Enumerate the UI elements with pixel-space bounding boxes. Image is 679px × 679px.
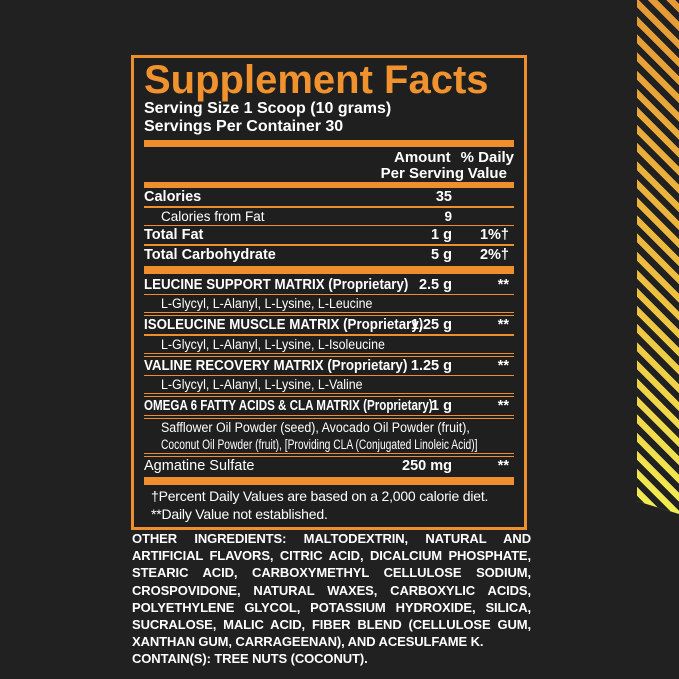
supplement-facts-panel xyxy=(131,55,527,530)
nutrient-daily-value: 1%† xyxy=(479,227,509,243)
nutrient-amount: 2.5 g xyxy=(418,276,452,293)
table-row-isoleucine-matrix xyxy=(144,316,514,334)
nutrient-name: Agmatine Sulfate xyxy=(144,458,255,474)
nutrient-name: Total Fat xyxy=(144,227,204,243)
nutrient-daily-value: ** xyxy=(497,357,509,374)
nutrient-name: LEUCINE SUPPORT MATRIX (Proprietary) xyxy=(144,276,409,293)
nutrient-name: Total Carbohydrate xyxy=(144,246,276,263)
sub-ingredients: L-Glycyl, L-Alanyl, L-Lysine, L-Valine xyxy=(161,377,363,392)
servings-per-container: Servings Per Container 30 xyxy=(144,118,344,135)
amount-column-header: Amount Per Serving xyxy=(380,149,464,182)
table-row-valine-ingredients xyxy=(144,376,514,393)
table-row-leucine-matrix xyxy=(144,276,514,294)
hazard-stripes-decoration xyxy=(637,0,679,514)
nutrient-daily-value: ** xyxy=(497,317,509,333)
panel-title: Supplement Facts xyxy=(144,58,489,102)
nutrient-amount: 250 mg xyxy=(402,458,452,474)
divider-bar xyxy=(144,266,514,274)
nutrient-amount: 35 xyxy=(435,189,452,205)
serving-size: Serving Size 1 Scoop (10 grams) xyxy=(144,100,392,117)
nutrient-name: VALINE RECOVERY MATRIX (Proprietary) xyxy=(144,357,408,374)
sub-ingredients-line2: Coconut Oil Powder (fruit), [Providing CLA (Conjugated Linoleic Acid)] xyxy=(161,437,478,452)
footnote-daily-values: †Percent Daily Values are based on a 2,000 calorie diet. xyxy=(151,488,489,504)
table-row-agmatine-sulfate xyxy=(144,457,514,475)
other-ingredients-label: OTHER INGREDIENTS: xyxy=(132,531,287,546)
nutrient-amount: 9 xyxy=(444,208,452,224)
sub-ingredients-line1: Safflower Oil Powder (seed), Avocado Oil Powder (fruit), xyxy=(161,420,470,435)
table-row-isoleucine-ingredients xyxy=(144,336,514,353)
daily-value-column-header: % Daily Value xyxy=(460,149,514,182)
table-row-total-fat xyxy=(144,226,514,244)
sub-ingredients: L-Glycyl, L-Alanyl, L-Lysine, L-Leucine xyxy=(161,296,373,311)
table-row-valine-matrix xyxy=(144,357,514,375)
footnote-dv-not-established: **Daily Value not established. xyxy=(151,505,328,522)
nutrient-daily-value: ** xyxy=(497,398,509,414)
nutrient-name: OMEGA 6 FATTY ACIDS & CLA MATRIX (Proprietary) xyxy=(144,398,433,414)
nutrient-amount: 5 g xyxy=(431,246,452,263)
table-row-omega-ingredients xyxy=(144,419,514,453)
nutrient-daily-value: 2%† xyxy=(479,246,509,263)
footnotes xyxy=(144,488,514,523)
other-ingredients-text: MALTODEXTRIN, NATURAL AND ARTIFICIAL FLAVORS, CITRIC ACID, DICALCIUM PHOSPHATE, STEARIC ACID, CARBOXYMETHYL CELLULOSE SODIUM, CROSPOVIDONE, NATURAL WAXES, CARBOXYLIC ACIDS, POLYETHYLENE GLYCOL, POTASSIUM HYDROXIDE, SILICA, SUCRALOSE, MALIC ACID, FIBER BLEND (CELLULOSE GUM, XANTHAN GUM, CARRAGEENAN), AND ACESULFAME K. xyxy=(132,531,532,650)
divider-bar xyxy=(144,140,514,147)
nutrient-amount: 1.25 g xyxy=(410,357,452,374)
table-row-calories xyxy=(144,188,514,206)
nutrient-amount: 1.25 g xyxy=(410,317,452,333)
nutrient-name: ISOLEUCINE MUSCLE MATRIX (Proprietary) xyxy=(144,317,424,333)
contains-label: CONTAIN(S): xyxy=(132,651,211,667)
other-ingredients-paragraph xyxy=(132,530,531,650)
column-headers xyxy=(144,150,514,181)
table-row-omega-cla-matrix xyxy=(144,397,514,415)
contains-paragraph xyxy=(132,650,531,667)
nutrient-daily-value: ** xyxy=(497,276,509,293)
nutrient-amount: 1 g xyxy=(431,227,452,243)
nutrient-daily-value: ** xyxy=(497,458,509,474)
other-ingredients-section xyxy=(132,530,531,668)
sub-ingredients: L-Glycyl, L-Alanyl, L-Lysine, L-Isoleucine xyxy=(161,336,385,352)
divider-bar xyxy=(144,477,514,485)
table-row-calories-from-fat xyxy=(144,208,514,225)
table-row-total-carbohydrate xyxy=(144,246,514,264)
nutrient-name: Calories xyxy=(144,189,202,205)
nutrient-name: Calories from Fat xyxy=(161,208,265,224)
nutrient-amount: 1 g xyxy=(431,398,452,414)
contains-text: TREE NUTS (COCONUT). xyxy=(214,651,368,667)
table-row-leucine-ingredients xyxy=(144,295,514,312)
